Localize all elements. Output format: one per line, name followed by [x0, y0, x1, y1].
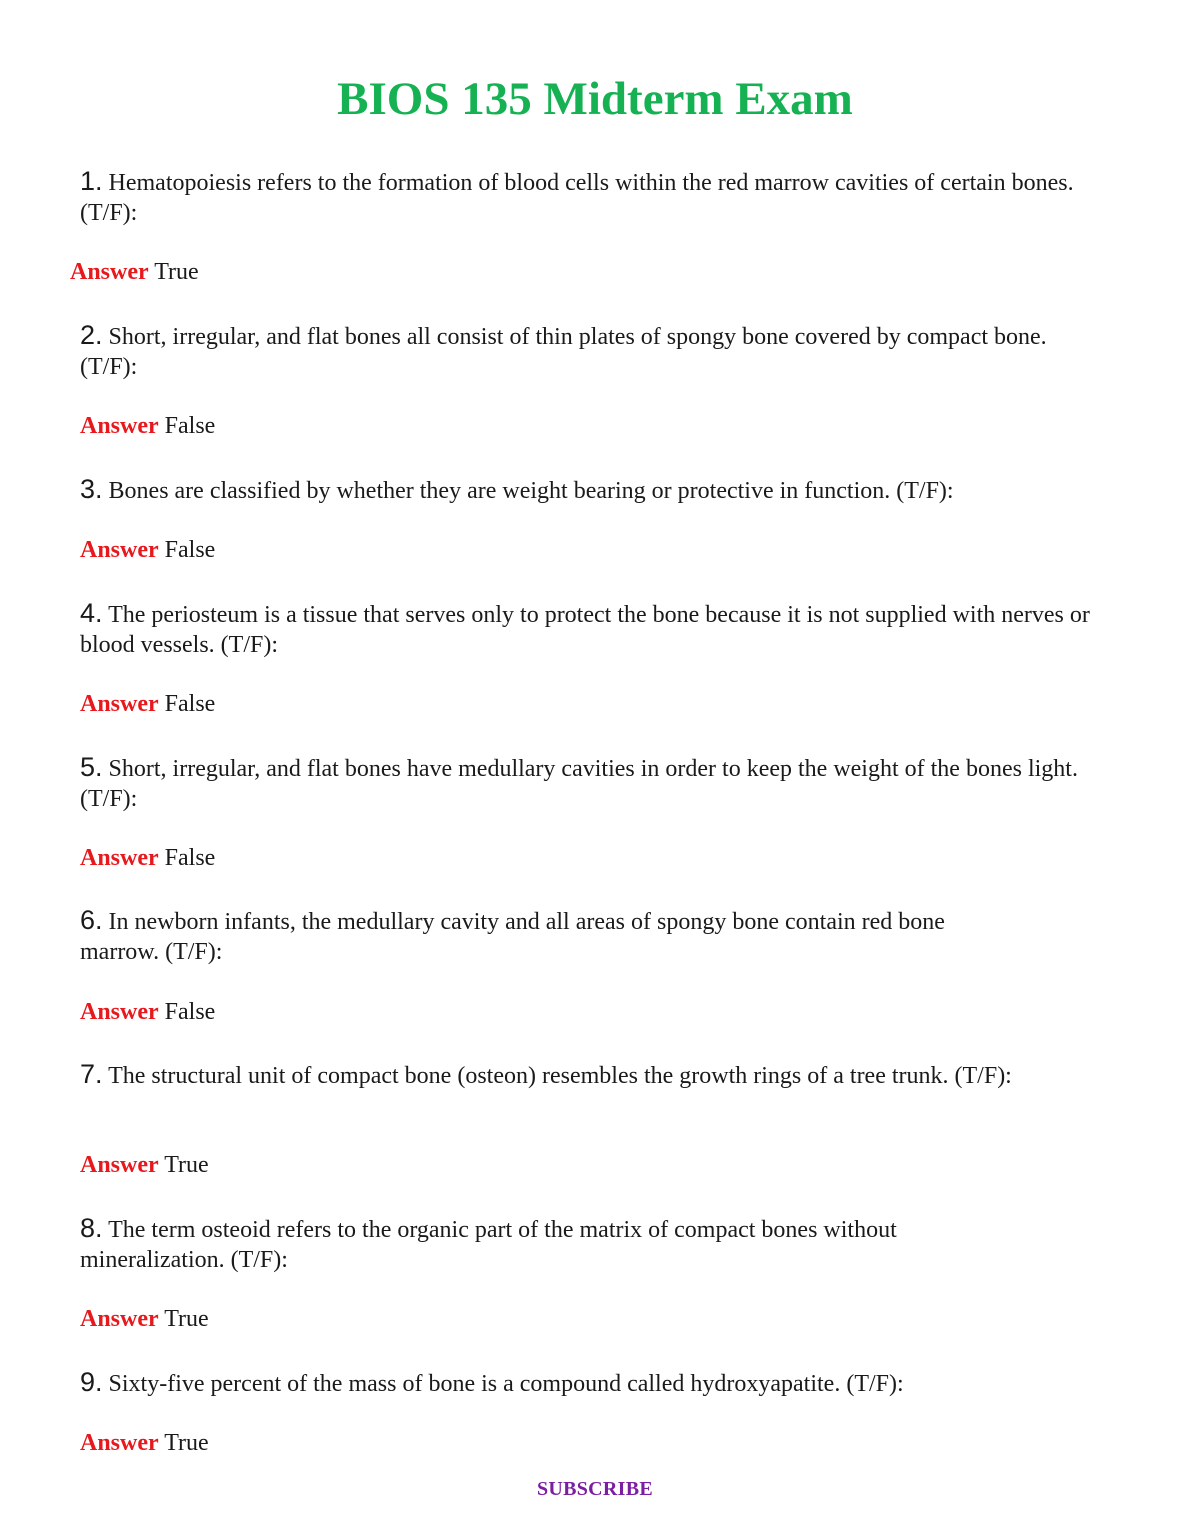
question-text: Sixty-five percent of the mass of bone is a compound called hydroxyapatite. (T/F): [108, 1371, 904, 1397]
question-text: Bones are classified by whether they are weight bearing or protective in function. (T/F): [108, 478, 954, 504]
answer-label: Answer [70, 259, 149, 285]
question-text: Short, irregular, and flat bones have medullary cavities in order to keep the weight of the bones light. (T/F): [80, 756, 1078, 812]
question-text: The structural unit of compact bone (osteon) resembles the growth rings of a tree trunk. (T/F): [108, 1063, 1012, 1089]
answer-5 [80, 843, 215, 873]
answer-4 [80, 689, 215, 719]
question-2 [80, 320, 1090, 382]
question-number: 5. [80, 752, 103, 782]
subscribe-link[interactable]: SUBSCRIBE [536, 1478, 654, 1500]
question-text: In newborn infants, the medullary cavity and all areas of spongy bone contain red bone marrow. (T/F): [80, 909, 945, 965]
answer-6 [80, 997, 215, 1027]
answer-7 [80, 1150, 209, 1180]
question-text: The periosteum is a tissue that serves only to protect the bone because it is not supplied with nerves or blood vessels. (T/F): [80, 602, 1090, 658]
page-title: BIOS 135 Midterm Exam [337, 73, 853, 125]
answer-value: False [164, 691, 216, 717]
answer-value: True [164, 1152, 209, 1178]
question-3 [80, 474, 1120, 506]
answer-label: Answer [80, 999, 159, 1025]
question-number: 6. [80, 905, 103, 935]
question-number: 1. [80, 166, 103, 196]
question-text: Short, irregular, and flat bones all consist of thin plates of spongy bone covered by compact bone. (T/F): [80, 324, 1047, 380]
answer-value: True [154, 259, 199, 285]
answer-label: Answer [80, 1306, 159, 1332]
answer-value: True [164, 1306, 209, 1332]
question-8 [80, 1213, 1040, 1275]
question-text: The term osteoid refers to the organic part of the matrix of compact bones without mineralization. (T/F): [80, 1217, 897, 1273]
question-number: 8. [80, 1213, 103, 1243]
question-text: Hematopoiesis refers to the formation of blood cells within the red marrow cavities of certain bones. (T/F): [80, 170, 1074, 226]
question-number: 9. [80, 1367, 103, 1397]
answer-label: Answer [80, 1152, 159, 1178]
question-5 [80, 752, 1090, 814]
answer-label: Answer [80, 1430, 159, 1456]
answer-value: False [164, 999, 216, 1025]
answer-9 [80, 1428, 209, 1458]
question-number: 2. [80, 320, 103, 350]
answer-1 [70, 257, 199, 287]
answer-2 [80, 411, 215, 441]
answer-8 [80, 1304, 209, 1334]
answer-value: False [164, 845, 216, 871]
answer-value: True [164, 1430, 209, 1456]
answer-label: Answer [80, 537, 159, 563]
answer-value: False [164, 537, 216, 563]
question-number: 3. [80, 474, 103, 504]
question-7 [80, 1059, 1090, 1091]
question-6 [80, 905, 1010, 967]
question-9 [80, 1367, 1120, 1399]
question-4 [80, 598, 1090, 660]
answer-label: Answer [80, 845, 159, 871]
question-number: 4. [80, 598, 103, 628]
answer-3 [80, 535, 215, 565]
answer-value: False [164, 413, 216, 439]
question-1 [80, 166, 1090, 228]
question-number: 7. [80, 1059, 103, 1089]
answer-label: Answer [80, 691, 159, 717]
answer-label: Answer [80, 413, 159, 439]
